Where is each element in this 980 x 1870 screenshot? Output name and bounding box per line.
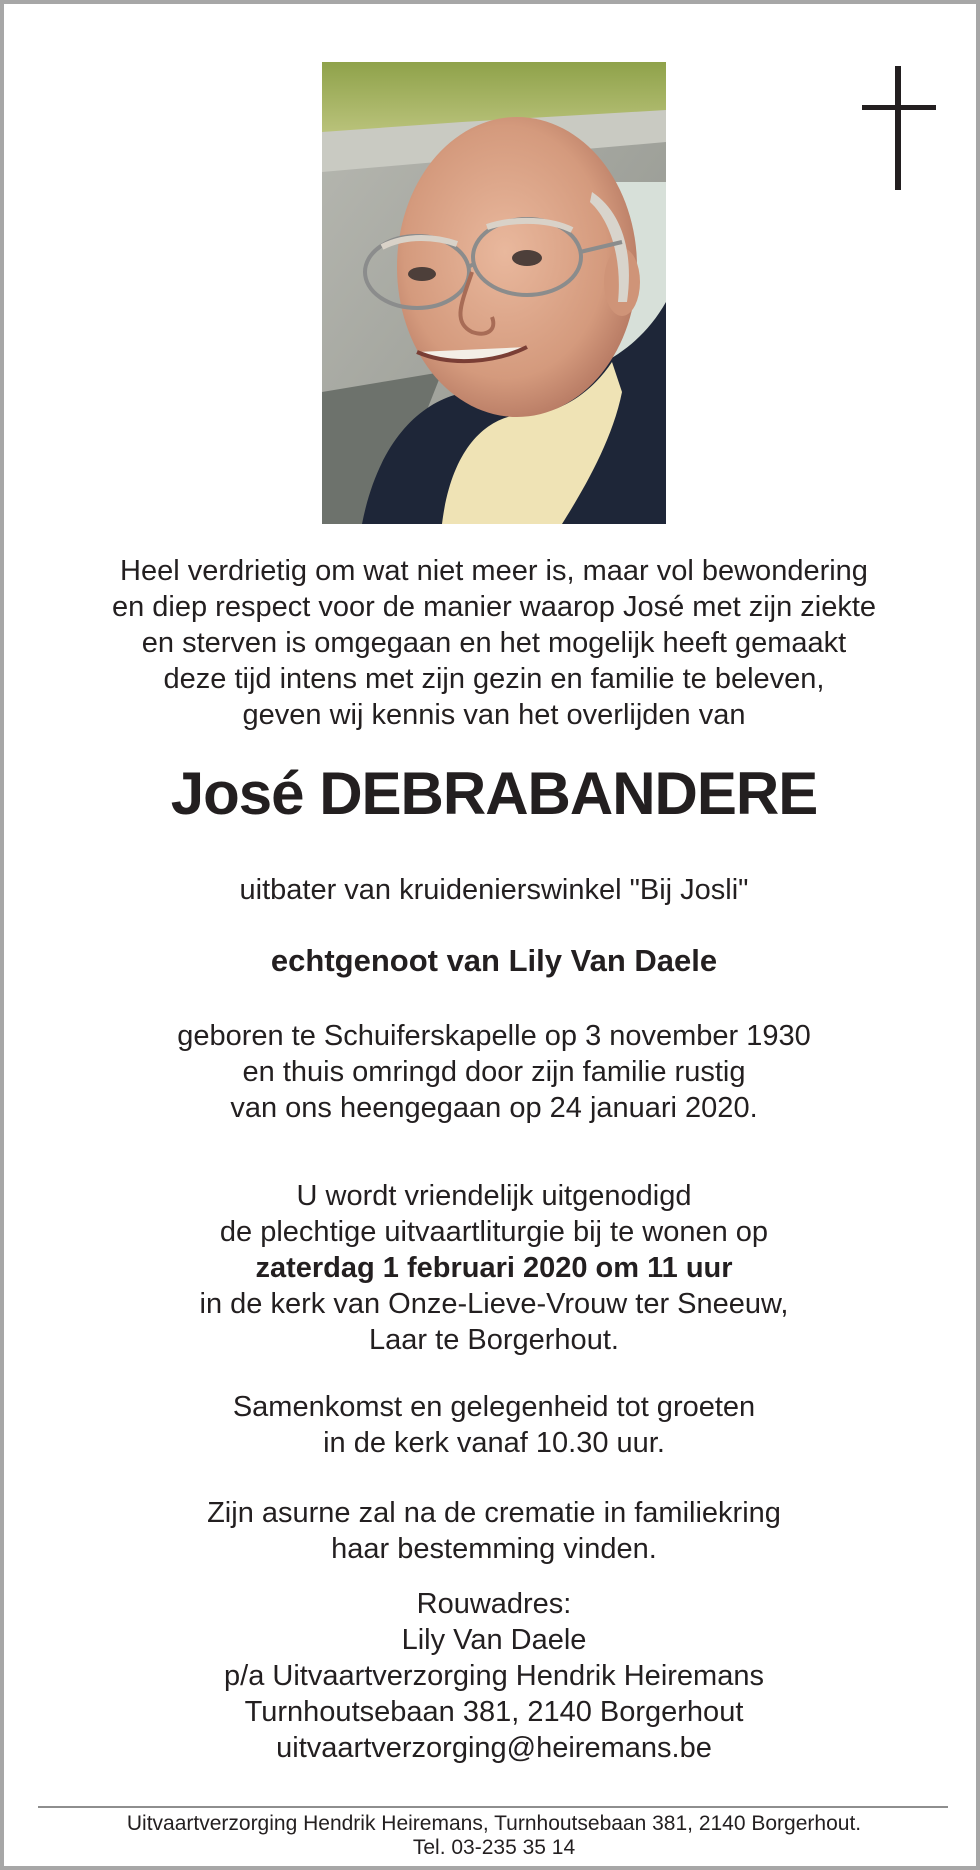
address-line: Lily Van Daele [401,1624,587,1656]
dates-line: en thuis omringd door zijn familie rustig [242,1056,746,1088]
spouse-text [4,943,980,979]
funeral-line: de plechtige uitvaartliturgie bij te wonen op [219,1216,769,1248]
spouse-line: echtgenoot van Lily Van Daele [270,943,718,978]
address-email: uitvaartverzorging@heiremans.be [276,1732,712,1764]
urn-line: haar bestemming vinden. [331,1533,657,1565]
funeral-line: U wordt vriendelijk uitgenodigd [296,1180,692,1212]
footer-line: Uitvaartverzorging Hendrik Heiremans, Turnhoutsebaan 381, 2140 Borgerhout. [126,1812,862,1835]
funeral-line: in de kerk van Onze-Lieve-Vrouw ter Sneeuw, [199,1288,789,1320]
occupation-text [4,872,980,908]
cross-icon [862,66,936,190]
address-line: p/a Uitvaartverzorging Hendrik Heiremans [224,1660,764,1692]
life-dates-text [4,1018,980,1126]
footer [4,1812,980,1860]
intro-text [4,553,980,733]
deceased-name: José DEBRABANDERE [170,760,818,827]
address-line: Rouwadres: [416,1588,572,1620]
footer-phone: Tel. 03-235 35 14 [412,1836,576,1859]
portrait-photo [322,62,666,524]
intro-line: en diep respect voor de manier waarop José met zijn ziekte [111,591,877,623]
intro-line: en sterven is omgegaan en het mogelijk heeft gemaakt [141,627,847,659]
funeral-invitation [4,1178,980,1358]
gathering-line: in de kerk vanaf 10.30 uur. [323,1427,665,1459]
mourning-address [4,1586,980,1766]
urn-text [4,1495,980,1567]
intro-line: Heel verdrietig om wat niet meer is, maar vol bewondering [120,555,868,587]
gathering-line: Samenkomst en gelegenheid tot groeten [232,1391,756,1423]
funeral-line: Laar te Borgerhout. [369,1324,619,1356]
gathering-text [4,1389,980,1461]
footer-divider [38,1806,948,1808]
intro-line: geven wij kennis van het overlijden van [242,699,746,731]
urn-line: Zijn asurne zal na de crematie in familiekring [207,1497,781,1529]
occupation-line: uitbater van kruidenierswinkel "Bij Josli" [239,874,749,906]
address-line: Turnhoutsebaan 381, 2140 Borgerhout [244,1696,744,1728]
dates-line: van ons heengegaan op 24 januari 2020. [230,1092,758,1124]
funeral-datetime: zaterdag 1 februari 2020 om 11 uur [255,1252,733,1284]
intro-line: deze tijd intens met zijn gezin en familie te beleven, [163,663,825,695]
dates-line: geboren te Schuiferskapelle op 3 november 1930 [177,1020,811,1052]
